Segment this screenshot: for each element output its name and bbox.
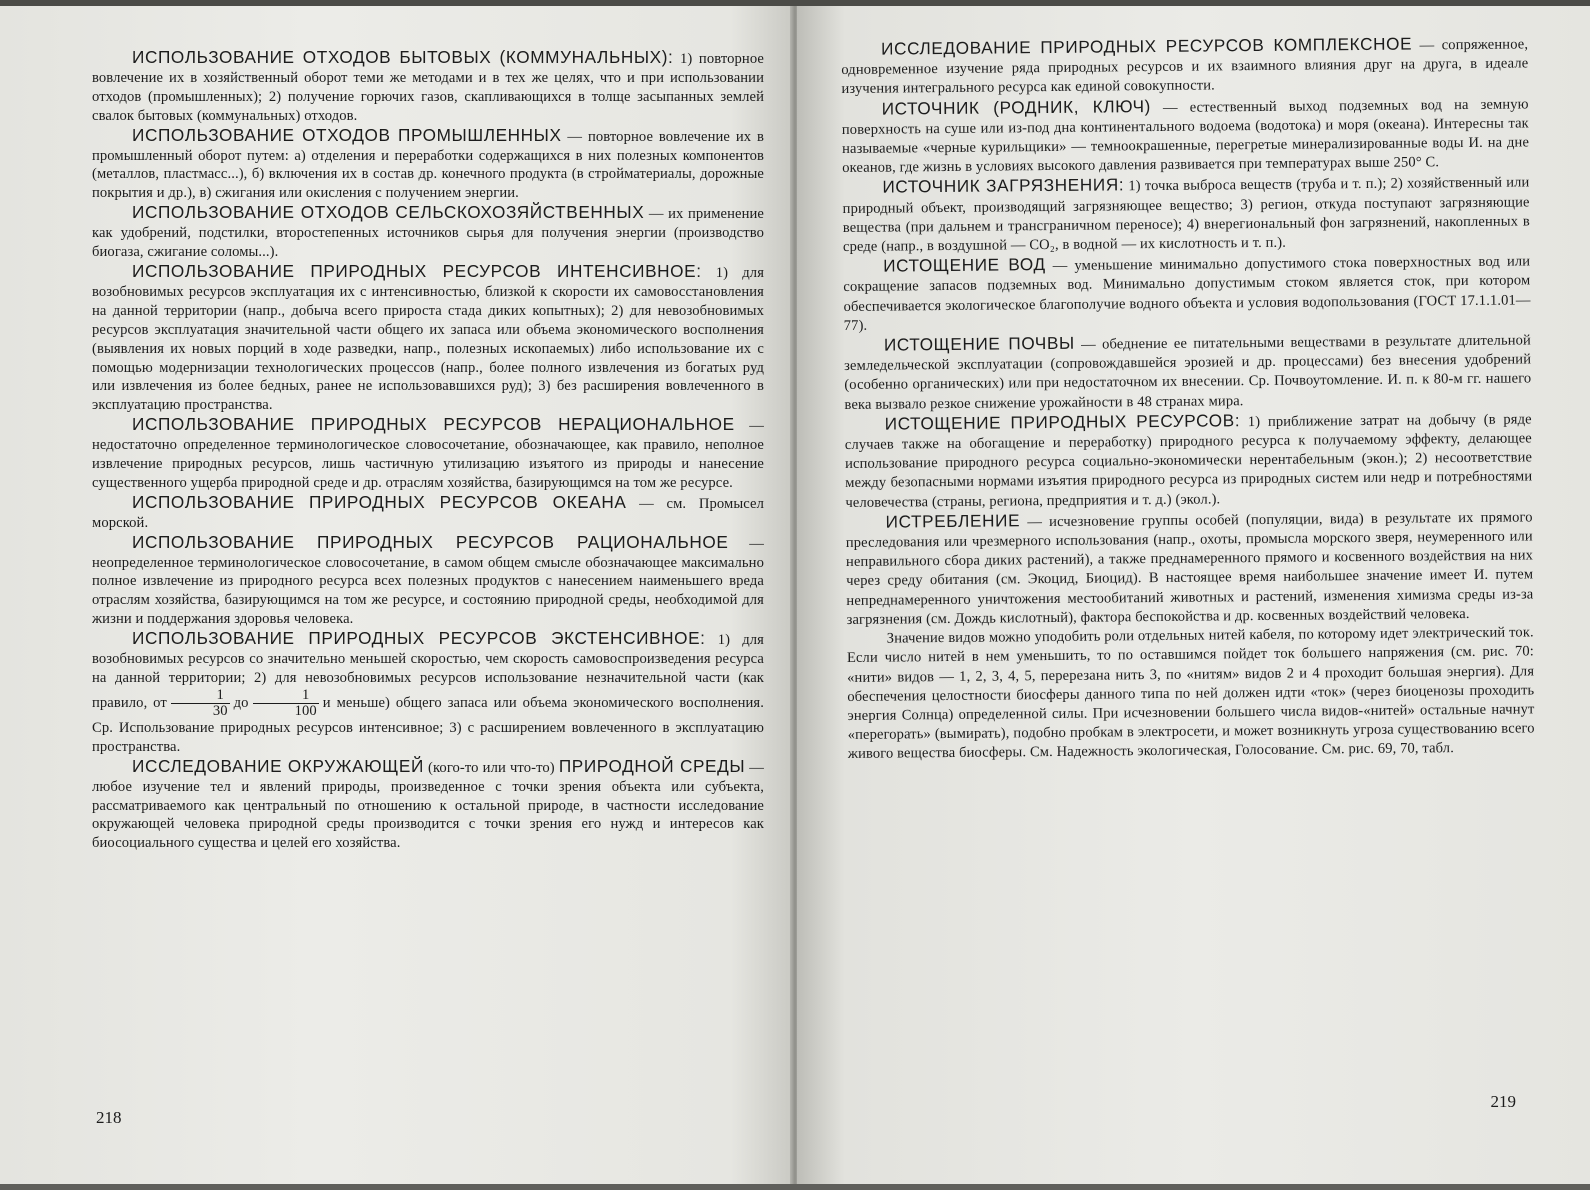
- headword: ИСПОЛЬЗОВАНИЕ ОТХОДОВ СЕЛЬСКОХОЗЯЙСТВЕННЫХ: [132, 202, 645, 223]
- definition-part-b: и меньше) общего запаса или объема экономического восполнения. Ср. Использование природных ресурсов интенсивное; 3) с расширением вовлеченного в эксплуатацию пространства.: [92, 694, 764, 755]
- definition: 1) приближение затрат на добычу (в ряде случаев также на обогащение и переработку) природного ресурса к получаемому эффекту, делающее использование природного ресурса социально-экономически нерентабельным (экон.); 2) несоответствие между безопасными нормами изъятия природного ресурса из природных систем или недр и потребностями человечества (страны, региона, предприятия и т. д.) (экол.).: [844, 411, 1533, 511]
- headword: ИСТОЩЕНИЕ ПОЧВЫ: [883, 332, 1075, 355]
- definition: — повторное вовлечение их в промышленный оборот путем: а) отделения и переработки содержащихся в них полезных компонентов (металлов, пластмасс...), б) включения их в состав др. конечного продукта (в стройматериалы, дорожные покрытия и др.), в) сжигания или окисления с получением энергии.: [92, 128, 764, 202]
- entry-left-4: [92, 262, 764, 415]
- headword-note: (кого-то или что-то): [423, 759, 559, 776]
- headword-continued: ПРИРОДНОЙ СРЕДЫ: [558, 755, 746, 776]
- page-number-right: 219: [1490, 1092, 1516, 1111]
- headword: ИСТОЩЕНИЕ ВОД: [883, 254, 1046, 276]
- entry-left-2: [92, 126, 764, 204]
- entry-right-6: [845, 408, 1533, 513]
- entry-right-8: [847, 623, 1535, 764]
- definition: — неопределенное терминологическое словосочетание, в самом общем смысле обозначающее максимально полное извлечение из природного ресурса всех полезных продуктов с нанесением наименьшего вреда отраслям хозяйства, базирующимся на том же ресурсе, и состоянию природной среды, необходимой для жизни и поддержания здоровья человека.: [92, 535, 764, 628]
- fraction-numerator: 1: [171, 688, 230, 704]
- definition-mid: до: [233, 694, 249, 711]
- entry-right-3: [842, 172, 1530, 257]
- entry-left-6: [92, 493, 764, 533]
- right-page: [797, 6, 1590, 1184]
- definition: — уменьшение минимально допустимого стока поверхностных вод или сокращение запасов подземных вод. Минимально допустимым стоком является сток, при котором обеспечивается экологическое благополучие водного объекта и условия водопользования (ГОСТ 17.1.1.01—77).: [843, 253, 1531, 334]
- definition: — сопряженное, одновременное изучение ряда природных ресурсов и их взаимного влияния друг на друга, в идеале изучения интегрального ресурса как единой совокупности.: [841, 36, 1529, 98]
- headword: ИСПОЛЬЗОВАНИЕ ОТХОДОВ БЫТОВЫХ (КОММУНАЛЬНЫХ):: [132, 47, 674, 67]
- headword: ИССЛЕДОВАНИЕ ПРИРОДНЫХ РЕСУРСОВ КОМПЛЕКСНОЕ: [880, 33, 1413, 59]
- entry-right-5: [844, 329, 1532, 414]
- headword: ИСПОЛЬЗОВАНИЕ ПРИРОДНЫХ РЕСУРСОВ РАЦИОНАЛЬНОЕ: [132, 531, 729, 552]
- entry-left-8: [92, 629, 764, 757]
- definition: 1) повторное вовлечение их в хозяйственный оборот теми же методами и в тех же целях, что и при использовании отходов (промышленных); 2) получение горючих газов, скапливающихся в толще засыпанных землей свалок бытовых (коммунальных) отходов.: [92, 51, 764, 124]
- fraction-denominator: 30: [212, 702, 228, 719]
- fraction-one-hundredth: [253, 688, 319, 719]
- definition: — обеднение ее питательными веществами в результате длительной земледельческой эксплуатации (сопровождавшейся эрозией и др. процессами) без внесения удобрений (особенно органических) или при недостаточном их внесении. Ср. Почвоутомление. И. п. к 80-м гг. нашего века вызвало резкое снижение урожайности в 48 странах мира.: [844, 332, 1532, 413]
- entry-left-3: [92, 203, 764, 262]
- entry-right-4: [843, 251, 1531, 336]
- headword: ИСТОЧНИК ЗАГРЯЗНЕНИЯ:: [882, 174, 1125, 198]
- entry-left-1: [92, 48, 764, 126]
- headword: ИСПОЛЬЗОВАНИЕ ПРИРОДНЫХ РЕСУРСОВ ЭКСТЕНСИВНОЕ:: [132, 628, 706, 649]
- definition: 1) для возобновимых ресурсов эксплуатация их с интенсивностью, близкой к скорости их самовосстановления на данной территории (напр., добыча всего прироста стада диких копытных); 2) для невозобновимых ресурсов эксплуатация значительной части общего их запаса или объема экономического восполнения (выявления их новых порций в ходе разведки, напр., полезных ископаемых) либо использование их с помощью модернизации технологических процессов (напр., более полного извлечения из богатых руд или извлечения из более бедных, ранее не использовавшихся руд); 3) без расширения вовлеченного в эксплуатацию пространства.: [92, 264, 765, 414]
- headword: ИСПОЛЬЗОВАНИЕ ПРИРОДНЫХ РЕСУРСОВ НЕРАЦИОНАЛЬНОЕ: [132, 414, 735, 435]
- headword: ИСПОЛЬЗОВАНИЕ ПРИРОДНЫХ РЕСУРСОВ ИНТЕНСИВНОЕ:: [132, 260, 702, 281]
- definition: — исчезновение группы особей (популяции, вида) в результате их прямого преследования или чрезмерного использования (напр., охоты, промысла морского зверя, неумеренного или неправильного сбора диких растений), а также преднамеренного прямого и косвенного воздействия на них через среду обитания (см. Экоцид, Биоцид). В настоящее время наибольшее значение имеет И. путем непреднамеренного уничтожения местообитаний животных и растений, изменения химизма среды из-за загрязнения (см. Дождь кислотный), фактора беспокойства и др. косвенных воздействий человека.: [845, 509, 1534, 628]
- definition: — их применение как удобрений, подстилки, второстепенных источников сырья для получения энергии (производство биогаза, сжигание соломы...).: [92, 206, 765, 261]
- headword: ИСПОЛЬЗОВАНИЕ ОТХОДОВ ПРОМЫШЛЕННЫХ: [132, 124, 562, 145]
- headword: ИСТРЕБЛЕНИЕ: [885, 510, 1021, 532]
- right-page-text: [841, 33, 1535, 764]
- definition: — любое изучение тел и явлений природы, произведенное с точки зрения объекта или субъекта, рассматриваемого как центральный по отношению к остальной природе, в частности исследование окружающей человека природной среды производится с точки зрения его нужд и интересов как биосоциального существа и целей его хозяйства.: [92, 759, 764, 852]
- entry-left-7: [92, 533, 764, 630]
- fraction-numerator: 1: [253, 688, 319, 704]
- entry-left-9: [92, 757, 764, 854]
- definition: 1) точка выброса веществ (труба и т. п.); 2) хозяйственный или природный объект, производящий загрязняющее вещество; 3) регион, откуда поступают загрязняющие вещества (при дальнем и трансграничном переносе); 4) внерегиональный фон загрязнений, накопленных в среде (напр., в воздушной — CO₂, в водной — их кислотность и т. п.).: [842, 174, 1530, 256]
- headword: ИСТОЩЕНИЕ ПРИРОДНЫХ РЕСУРСОВ:: [884, 410, 1241, 434]
- fraction-one-thirtieth: [171, 688, 230, 719]
- definition-part-a: 1) для возобновимых ресурсов со значительно меньшей скоростью, чем скорость самовоспроизведения ресурса на данной территории; 2) для невозобновимых ресурсов использование незначительной части (как правило, от: [92, 632, 764, 711]
- page-number-left: 218: [96, 1108, 122, 1127]
- fraction-denominator: 100: [294, 702, 317, 719]
- definition: — естественный выход подземных вод на земную поверхность на суше или из-под дна континентального водоема (водотока) и моря (океана). Интересны так называемые «черные курильщики» — темноокрашенные, перегретые минерализированные воды И. на дне океанов, где жизнь в условиях высокого давления развивается при температурах выше 250° С.: [841, 96, 1530, 177]
- headword: ИССЛЕДОВАНИЕ ОКРУЖАЮЩЕЙ: [132, 755, 424, 776]
- definition: — см. Промысел морской.: [92, 495, 764, 531]
- headword: ИСПОЛЬЗОВАНИЕ ПРИРОДНЫХ РЕСУРСОВ ОКЕАНА: [132, 491, 627, 512]
- headword: ИСТОЧНИК (РОДНИК, КЛЮЧ): [881, 95, 1152, 119]
- entry-right-7: [846, 506, 1534, 630]
- paragraph-text: Значение видов можно уподобить роли отдельных нитей кабеля, по которому идет электрический ток. Если число нитей в нем уменьшить, то по оставшимся пойдет ток большего напряжения (см. рис. 70: «нити» видов — 1, 2, 3, 4, 5, перерезана нить 3, по «нитям» видов 2 и 4 проходит большая энергия). Для обеспечения целостности биосферы данного типа по ней должен идти «ток» (через биоценозы проходить энергия Солнца) определенной силы. При исчезновении большего числа видов-«нитей» остальные начнут «перегорать» (вымирать), подобно пробкам в электросети, и может возникнуть угроза существованию всего живого вещества биосферы. См. Надежность экологическая, Голосование. См. рис. 69, 70, табл.: [846, 624, 1535, 763]
- entry-left-5: [92, 415, 764, 493]
- entry-right-1: [841, 33, 1529, 99]
- entry-right-2: [842, 93, 1530, 178]
- left-page: [0, 6, 794, 1184]
- definition: — недостаточно определенное терминологическое словосочетание, обозначающее, как правило, неполное извлечение природных ресурсов, лишь частичную утилизацию изъятого из природы и нанесение существенного ущерба природной среде и др. отраслям хозяйства, базирующимся на том же ресурсе.: [92, 418, 764, 491]
